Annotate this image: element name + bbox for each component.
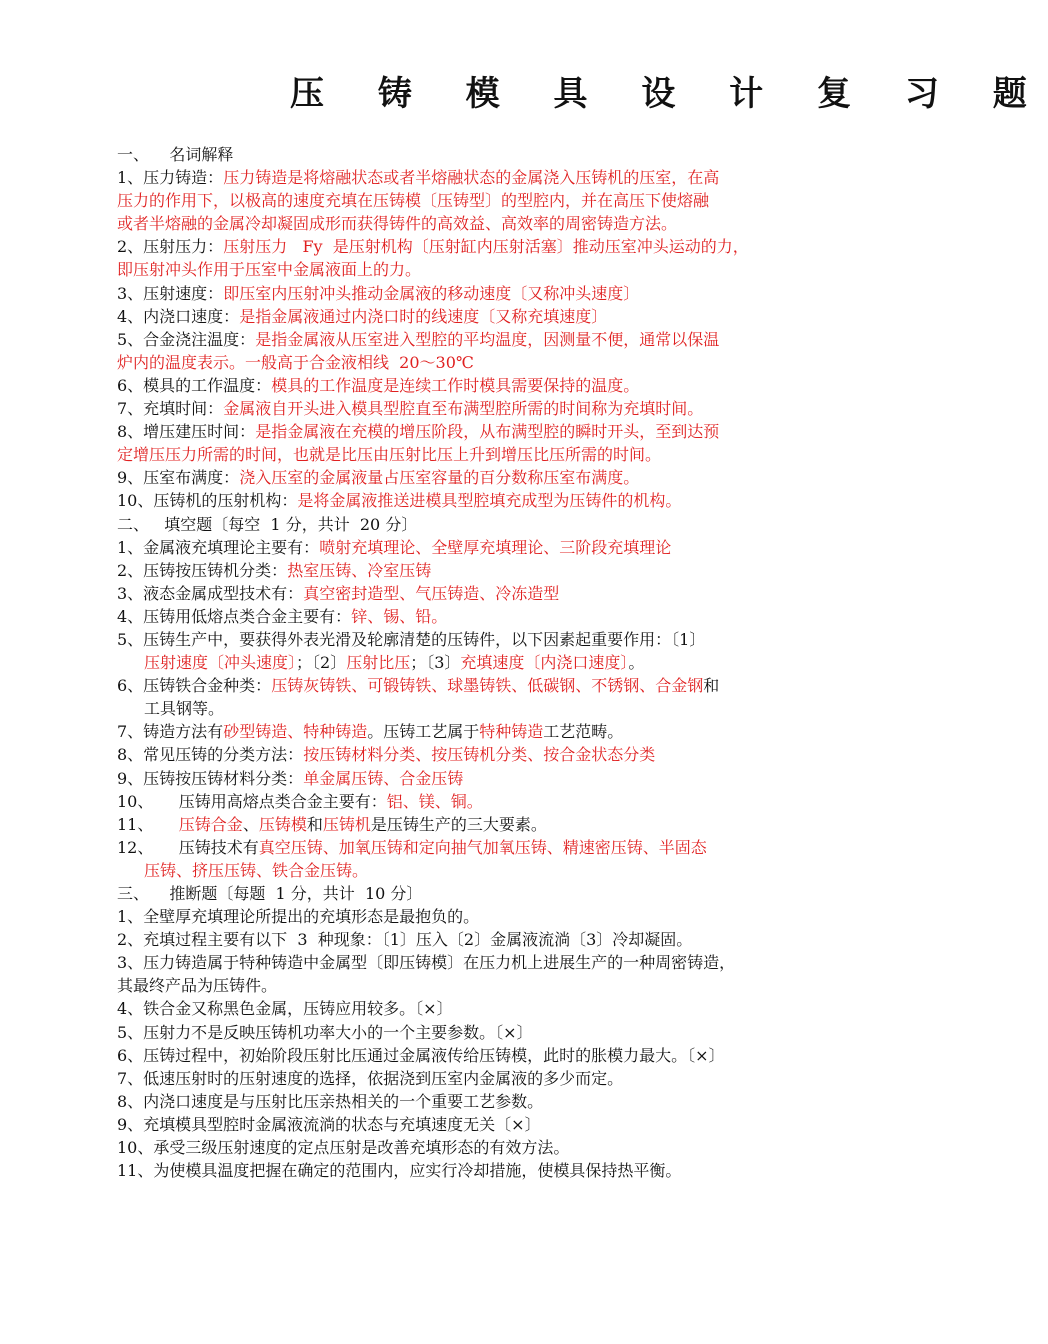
- answer-text: 金属液自开头进入模具型腔直至布满型腔所需的时间称为充填时间。: [223, 399, 704, 419]
- question-text: 1、全壁厚充填理论所提出的充填形态是最抱负的。: [117, 907, 480, 927]
- text-line: [117, 1021, 837, 1044]
- answer-text: 模具的工作温度是连续工作时模具需要保持的温度。: [271, 375, 640, 395]
- question-text: 5、压射力不是反映压铸机功率大小的一个主要参数。〔×〕: [117, 1022, 533, 1042]
- answer-text: 是指金属液通过内浇口时的线速度〔又称充填速度〕: [239, 306, 608, 326]
- answer-text: 压铸机: [322, 814, 371, 834]
- question-text: 12、 压铸技术有: [117, 837, 259, 857]
- question-text: 11、: [117, 814, 179, 834]
- text-line: [117, 836, 837, 859]
- question-text: 三、 推断题〔每题 1 分，共计 10 分〕: [117, 884, 423, 903]
- question-text: 其最终产品为压铸件。: [117, 976, 278, 996]
- text-line: [117, 1159, 837, 1182]
- answer-text: 定增压压力所需的时间，也就是比压由压射比压上升到增压比压所需的时间。: [117, 445, 662, 465]
- question-text: 11、为使模具温度把握在确定的范围内，应实行冷却措施，使模具保持热平衡。: [117, 1161, 682, 1181]
- text-line: [117, 743, 837, 766]
- text-line: [117, 328, 837, 351]
- answer-text: 按压铸材料分类、按压铸机分类、按合金状态分类: [303, 745, 656, 765]
- question-text: ；〔2〕: [296, 653, 347, 673]
- question-text: 6、模具的工作温度：: [117, 375, 272, 395]
- answer-text: 真空密封造型、气压铸造、冷冻造型: [303, 583, 560, 603]
- answer-text: 真空压铸、加氧压铸和定向抽气加氧压铸、精速密压铸、半固态: [258, 837, 707, 857]
- text-line: [117, 882, 837, 905]
- answer-text: 压射速度〔冲头速度〕: [144, 653, 297, 673]
- question-text: 4、内浇口速度：: [117, 306, 240, 326]
- text-line: [117, 1113, 837, 1136]
- text-line: [117, 397, 837, 420]
- text-line: [117, 282, 837, 305]
- text-line: [117, 305, 837, 328]
- text-line: [117, 651, 837, 674]
- answer-text: 压射压力 Fy 是压射机构〔压射缸内压射活塞〕推动压室冲头运动的力，: [223, 237, 749, 257]
- answer-text: 炉内的温度表示。一般高于合金液相线 20～30℃: [117, 352, 474, 372]
- answer-text: 压铸模: [258, 814, 307, 834]
- question-text: 7、充填时间：: [117, 399, 224, 419]
- answer-text: 压铸灰铸铁、可锻铸铁、球墨铸铁、低碳钢、不锈钢、合金钢: [271, 676, 704, 696]
- answer-text: 砂型铸造、特种铸造: [223, 722, 368, 742]
- text-line: [117, 951, 837, 974]
- text-line: [117, 974, 837, 997]
- question-text: 和: [306, 814, 323, 834]
- text-line: [117, 536, 837, 559]
- text-line: [117, 1090, 837, 1113]
- answer-text: 浇入压室的金属液量占压室容量的百分数称压室布满度。: [239, 468, 640, 488]
- text-line: [117, 697, 837, 720]
- answer-text: 即压室内压射冲头推动金属液的移动速度〔又称冲头速度〕: [223, 283, 640, 303]
- question-text: 7、低速压射时的压射速度的选择，依据浇到压室内金属液的多少而定。: [117, 1068, 624, 1088]
- answer-text: 压铸合金: [178, 814, 243, 834]
- question-text: 、: [242, 814, 259, 834]
- text-line: [117, 189, 837, 212]
- question-text: 。压铸工艺属于: [367, 722, 480, 742]
- answer-text: 即压射冲头作用于压室中金属液面上的力。: [117, 260, 422, 280]
- question-text: 6、压铸铁合金种类：: [117, 676, 272, 696]
- question-text: 3、压射速度：: [117, 283, 224, 303]
- document-title: 压 铸 模 具 设 计 复 习 题: [290, 74, 1048, 114]
- question-text: 8、内浇口速度是与压射比压亲热相关的一个重要工艺参数。: [117, 1091, 544, 1111]
- text-line: [117, 513, 837, 536]
- question-text: 2、充填过程主要有以下 3 种现象：〔1〕压入〔2〕金属液流淌〔3〕冷却凝固。: [117, 930, 693, 950]
- text-line: [117, 628, 837, 651]
- answer-text: 铝、镁、铜。: [386, 791, 483, 811]
- text-line: [117, 489, 837, 512]
- answer-text: 压力的作用下，以极高的速度充填在压铸模〔压铸型〕的型腔内，并在高压下使熔融: [117, 191, 710, 211]
- answer-text: 特种铸造: [479, 722, 544, 742]
- text-line: [117, 443, 837, 466]
- question-text: 4、铁合金又称黑色金属，压铸应用较多。〔×〕: [117, 999, 453, 1019]
- answer-text: 热室压铸、冷室压铸: [287, 560, 432, 580]
- answer-text: 锌、锡、铅。: [351, 606, 448, 626]
- text-line: [117, 605, 837, 628]
- question-text: 10、压铸机的压射机构：: [117, 491, 298, 511]
- question-text: 1、金属液充填理论主要有：: [117, 537, 320, 557]
- answer-text: 喷射充填理论、全壁厚充填理论、三阶段充填理论: [319, 537, 672, 557]
- answer-text: 压射比压: [346, 653, 411, 673]
- question-text: 8、常见压铸的分类方法：: [117, 745, 304, 765]
- text-line: [117, 166, 837, 189]
- question-text: 。: [628, 653, 645, 673]
- question-text: 2、压铸按压铸机分类：: [117, 560, 288, 580]
- question-text: 8、增压建压时间：: [117, 422, 256, 442]
- question-text: 3、液态金属成型技术有：: [117, 583, 304, 603]
- text-line: [117, 997, 837, 1020]
- answer-text: 充填速度〔内浇口速度〕: [460, 653, 629, 673]
- text-line: [117, 143, 837, 166]
- answer-text: 是指金属液从压室进入型腔的平均温度，因测量不便，通常以保温: [255, 329, 720, 349]
- answer-text: 单金属压铸、合金压铸: [303, 768, 464, 788]
- question-text: 5、压铸生产中，要获得外表光滑及轮廓清楚的压铸件，以下因素起重要作用：〔1〕: [117, 629, 706, 649]
- text-line: [117, 928, 837, 951]
- text-line: [117, 813, 837, 836]
- text-line: [117, 374, 837, 397]
- question-text: 3、压力铸造属于特种铸造中金属型〔即压铸模〕在压力机上进展生产的一种周密铸造，: [117, 953, 736, 973]
- text-line: [117, 767, 837, 790]
- question-text: ；〔3〕: [410, 653, 461, 673]
- answer-text: 或者半熔融的金属冷却凝固成形而获得铸件的高效益、高效率的周密铸造方法。: [117, 214, 678, 234]
- text-line: [117, 720, 837, 743]
- text-line: [117, 258, 837, 281]
- question-text: 2、压射压力：: [117, 237, 224, 257]
- question-text: 9、充填模具型腔时金属液流淌的状态与充填速度无关〔×〕: [117, 1114, 541, 1134]
- answer-text: 压力铸造是将熔融状态或者半熔融状态的金属浇入压铸机的压室，在高: [223, 168, 720, 188]
- question-text: 4、压铸用低熔点类合金主要有：: [117, 606, 352, 626]
- question-text: 一、 名词解释: [117, 145, 234, 164]
- question-text: 是压铸生产的三大要素。: [370, 814, 547, 834]
- question-text: 工艺范畴。: [543, 722, 624, 742]
- text-line: [117, 582, 837, 605]
- text-line: [117, 1136, 837, 1159]
- question-text: 5、合金浇注温度：: [117, 329, 256, 349]
- text-line: [117, 420, 837, 443]
- question-text: 6、压铸过程中，初始阶段压射比压通过金属液传给压铸模，此时的胀模力最大。〔×〕: [117, 1045, 725, 1065]
- text-line: [117, 674, 837, 697]
- question-text: 和: [703, 676, 720, 696]
- text-line: [117, 235, 837, 258]
- question-text: 9、压铸按压铸材料分类：: [117, 768, 304, 788]
- question-text: 1、压力铸造：: [117, 168, 224, 188]
- text-line: [117, 905, 837, 928]
- text-line: [117, 351, 837, 374]
- answer-text: 是将金属液推送进模具型腔填充成型为压铸件的机构。: [297, 491, 682, 511]
- text-line: [117, 466, 837, 489]
- question-text: 9、压室布满度：: [117, 468, 240, 488]
- question-text: 7、铸造方法有: [117, 722, 224, 742]
- text-line: [117, 1044, 837, 1067]
- answer-text: 是指金属液在充模的增压阶段，从布满型腔的瞬时开头，至到达预: [255, 422, 720, 442]
- answer-text: 压铸、挤压压铸、铁合金压铸。: [144, 860, 369, 880]
- question-text: 10、 压铸用高熔点类合金主要有：: [117, 791, 387, 811]
- text-line: [117, 1067, 837, 1090]
- question-text: 10、承受三级压射速度的定点压射是改善充填形态的有效方法。: [117, 1138, 570, 1158]
- text-line: [117, 212, 837, 235]
- text-line: [117, 790, 837, 813]
- text-line: [117, 559, 837, 582]
- text-line: [117, 859, 837, 882]
- document-body: [117, 143, 837, 1182]
- question-text: 二、 填空题〔每空 1 分，共计 20 分〕: [117, 514, 418, 534]
- question-text: 工具钢等。: [144, 699, 225, 719]
